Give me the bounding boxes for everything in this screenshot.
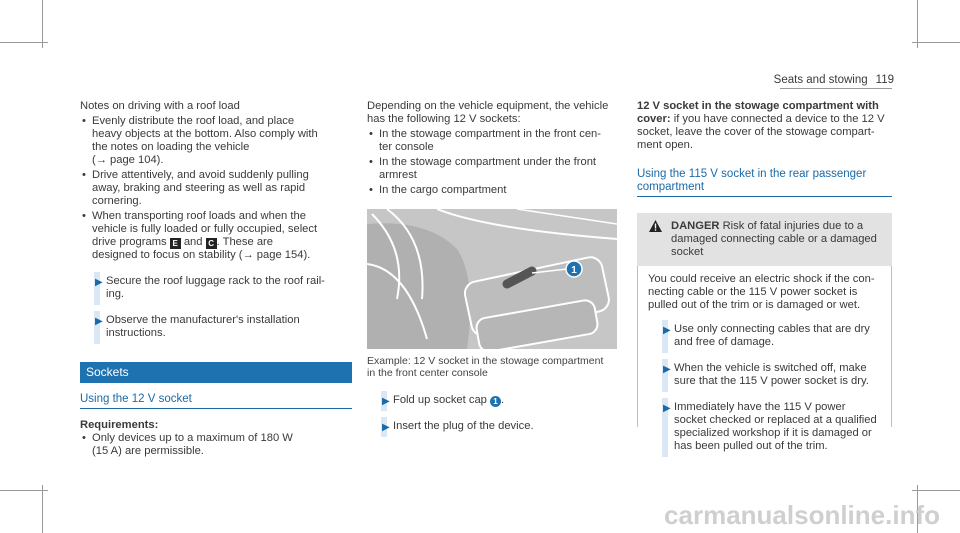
text-line: socket, leave the cover of the stowage compart- (637, 126, 875, 138)
list-item (80, 432, 352, 458)
instruction-step (367, 417, 617, 437)
step-arrow-icon: ▶ (663, 403, 671, 414)
list-item (80, 115, 352, 167)
section-band-sockets: Sockets (80, 362, 352, 383)
text-line: Immediately have the 115 V power (674, 401, 846, 413)
text-line (637, 113, 892, 126)
text-fragment: Fold up socket cap (393, 394, 487, 406)
text-line: Example: 12 V socket in the stowage compartment (367, 355, 604, 367)
text-line: You could receive an electric shock if the con- (648, 273, 875, 285)
text-line: (15 A) are permissible. (92, 445, 204, 457)
text-line: 12 V socket in the stowage compartment with (637, 100, 879, 112)
roof-load-notes (80, 115, 352, 262)
list-item (367, 128, 617, 154)
page-reference-link[interactable]: designed to focus on stability (→ page 154). (92, 249, 311, 261)
crop-mark-br-h (912, 490, 960, 491)
figure-caption (367, 355, 617, 379)
text-line: ter console (379, 141, 434, 153)
page-number: 119 (875, 74, 894, 86)
text-line: heavy objects at the bottom. Also comply with (92, 128, 318, 140)
text-line: has the following 12 V sockets: (367, 113, 521, 125)
text-fragment: Insert the plug of the device. (393, 420, 534, 432)
text-line: socket (671, 246, 704, 258)
text-line: damaged connecting cable or a damaged (671, 233, 877, 245)
danger-box (637, 213, 892, 266)
text-line: Observe the manufacturer's installation (106, 314, 300, 326)
instruction-step (648, 320, 891, 353)
running-header (774, 74, 894, 87)
socket-illustration (367, 209, 617, 349)
list-item (80, 210, 352, 262)
text-fragment: if you have connected a device to the 12 V (670, 113, 885, 125)
text-line: sure that the 115 V power socket is dry. (674, 375, 869, 387)
text-line: compartment (637, 181, 705, 193)
list-item (367, 156, 617, 182)
text-line: ment open. (637, 139, 693, 151)
step-arrow-icon: ▶ (663, 325, 671, 336)
instruction-step (367, 391, 617, 411)
page-reference-link[interactable]: (→ page 104). (92, 154, 164, 166)
text-line: armrest (379, 169, 417, 181)
text-line (92, 236, 352, 249)
figure-callout-1: 1 (571, 265, 577, 276)
text-line: • Evenly distribute the roof load, and place (92, 115, 295, 127)
list-item (80, 169, 352, 208)
text-fragment: drive programs (92, 236, 167, 248)
step-arrow-icon: ▶ (95, 316, 103, 327)
crop-mark-tr-v (917, 0, 918, 48)
step-arrow-icon: ▶ (382, 422, 390, 433)
text-line: • Only devices up to a maximum of 180 W (92, 432, 293, 444)
step-arrow-icon: ▶ (382, 396, 390, 407)
text-line: and free of damage. (674, 336, 775, 348)
text-line: When the vehicle is switched off, make (674, 362, 867, 374)
socket-locations (367, 128, 617, 197)
crop-mark-tr-h (912, 42, 960, 43)
column-right (637, 100, 892, 452)
requirements-list (80, 432, 352, 458)
text-line: in the front center console (367, 367, 488, 379)
step-arrow-icon: ▶ (95, 277, 103, 288)
text-line: pulled out of the trim or is damaged or wet. (648, 299, 861, 311)
text-line: ing. (106, 288, 125, 300)
warning-triangle-icon (649, 220, 662, 232)
text-line: away, braking and steering as well as rapid (92, 182, 306, 194)
instruction-step (648, 398, 891, 457)
drive-program-e-icon: E (170, 238, 181, 249)
text-line: • In the stowage compartment in the front cen- (379, 128, 602, 140)
column-middle (367, 100, 617, 437)
text-line: vehicle is fully loaded or fully occupied, select (92, 223, 318, 235)
text-line: instructions. (106, 327, 166, 339)
text-line: necting cable or the 115 V power socket is (648, 286, 858, 298)
danger-body (637, 266, 892, 452)
callout-badge-1: 1 (490, 396, 501, 407)
header-rule (780, 88, 892, 89)
text-line: • In the cargo compartment (379, 184, 507, 196)
text-line: Use only connecting cables that are dry (674, 323, 870, 335)
instruction-step (80, 272, 352, 305)
text-line: Depending on the vehicle equipment, the vehicle (367, 100, 609, 112)
text-fragment: . (501, 394, 505, 406)
list-item (367, 184, 617, 197)
subsection-heading: Using the 12 V socket (80, 393, 352, 409)
text-fragment: . These are (216, 236, 273, 248)
text-fragment: and (183, 236, 203, 248)
watermark: carmanualsonline.info (664, 500, 940, 530)
drive-program-c-icon: C (206, 238, 217, 249)
header-title: Seats and stowing (773, 74, 868, 86)
instruction-step (80, 311, 352, 344)
text-line: cornering. (92, 195, 142, 207)
text-line: • Drive attentively, and avoid suddenly pulling (92, 169, 309, 181)
instruction-step (648, 359, 891, 392)
notes-title: Notes on driving with a roof load (80, 100, 240, 112)
subsection-heading (637, 168, 892, 197)
crop-mark-bl-h (0, 490, 48, 491)
step-arrow-icon: ▶ (663, 364, 671, 375)
text-line: specialized workshop if it is damaged or (674, 427, 872, 439)
requirements-label: Requirements: (80, 419, 159, 431)
danger-label: DANGER (671, 220, 720, 232)
column-left (80, 100, 352, 458)
text-line: has been pulled out of the trim. (674, 440, 828, 452)
text-fragment: cover: (637, 113, 671, 125)
text-line: • In the stowage compartment under the front (379, 156, 597, 168)
crop-mark-tl-h (0, 42, 48, 43)
text-line (671, 220, 882, 233)
text-line: Using the 115 V socket in the rear passenger (637, 168, 867, 180)
crop-mark-tl-v (42, 0, 43, 48)
text-fragment: Risk of fatal injuries due to a (719, 220, 864, 232)
text-line: the notes on loading the vehicle (92, 141, 250, 153)
text-line: Secure the roof luggage rack to the roof rail- (106, 275, 325, 287)
console-drawing (367, 209, 617, 349)
text-line: socket checked or replaced at a qualified (674, 414, 877, 426)
crop-mark-bl-v (42, 485, 43, 533)
text-line: • When transporting roof loads and when the (92, 210, 306, 222)
